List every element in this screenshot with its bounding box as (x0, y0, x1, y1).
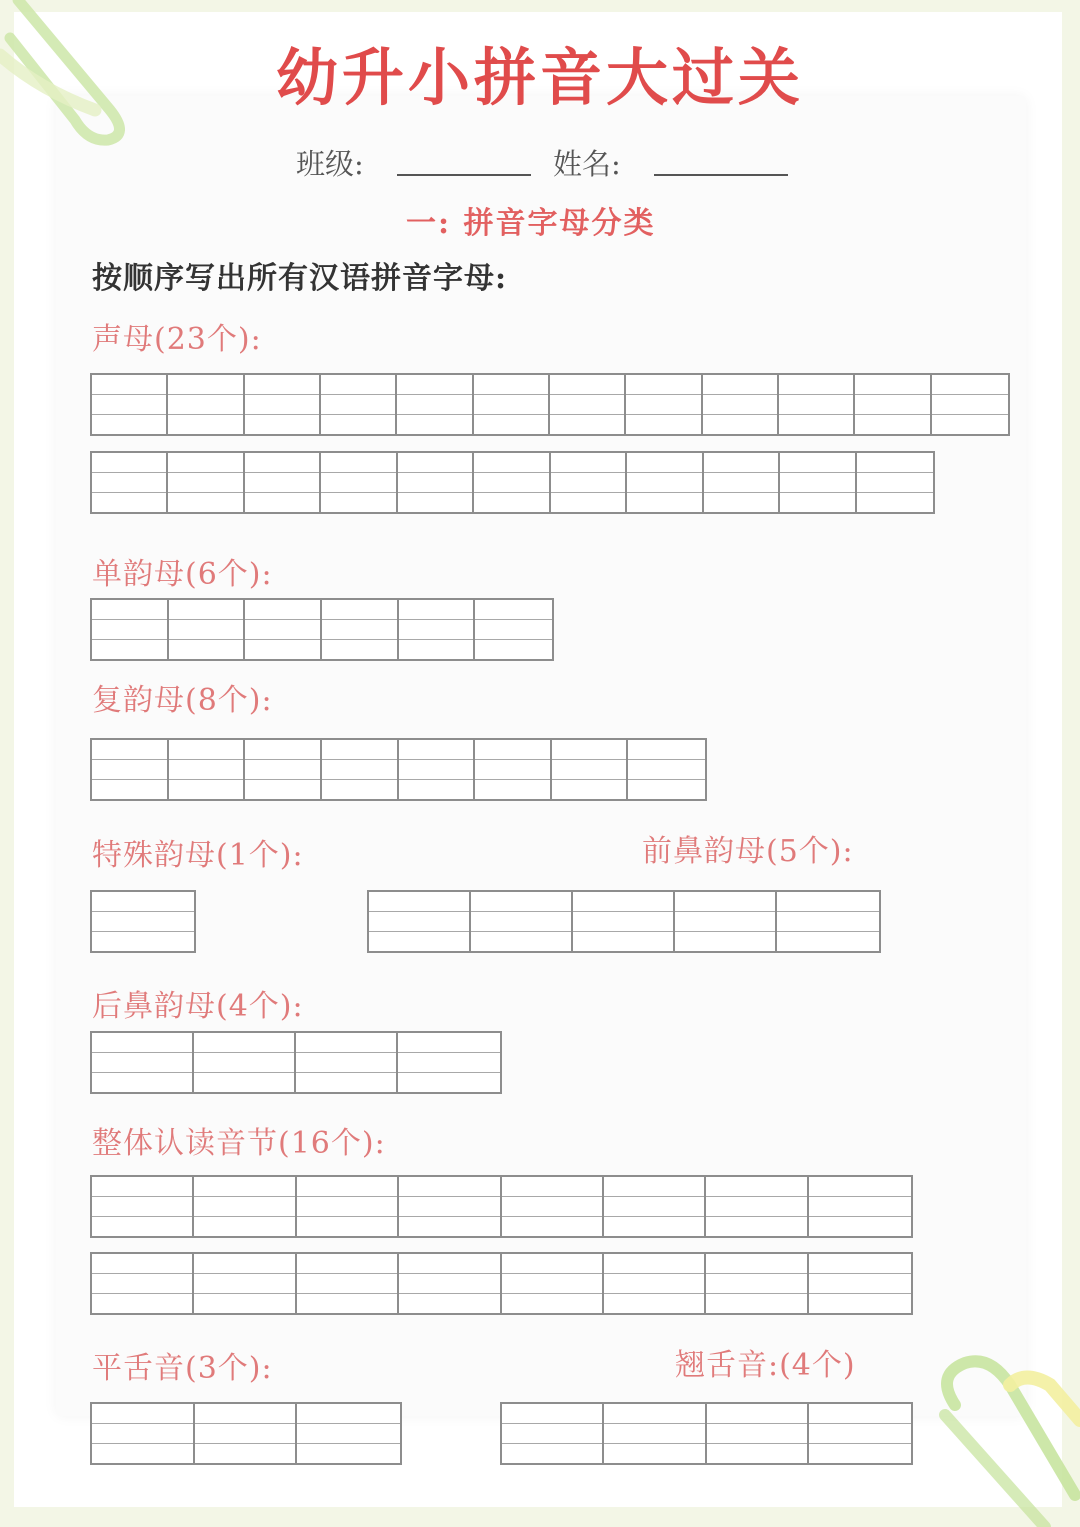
fu-yunmu-grid[interactable] (90, 738, 707, 801)
writing-cell[interactable] (604, 1254, 706, 1313)
writing-cell[interactable] (92, 453, 168, 512)
writing-cell[interactable] (92, 375, 168, 434)
writing-cell[interactable] (777, 892, 879, 951)
writing-cell[interactable] (194, 1033, 296, 1092)
writing-cell[interactable] (475, 600, 552, 659)
writing-cell[interactable] (369, 892, 471, 951)
writing-cell[interactable] (397, 375, 473, 434)
writing-cell[interactable] (321, 375, 397, 434)
writing-cell[interactable] (321, 453, 397, 512)
writing-cell[interactable] (297, 1254, 399, 1313)
writing-cell[interactable] (675, 892, 777, 951)
writing-cell[interactable] (245, 375, 321, 434)
writing-cell[interactable] (297, 1404, 400, 1463)
worksheet-title: 幼升小拼音大过关 (275, 41, 804, 114)
writing-cell[interactable] (195, 1404, 298, 1463)
dan-yunmu-label: 单韵母(6个): (92, 557, 273, 592)
writing-cell[interactable] (626, 375, 702, 434)
writing-cell[interactable] (168, 375, 244, 434)
writing-cell[interactable] (780, 453, 856, 512)
qiao-she-grid[interactable] (500, 1402, 913, 1465)
writing-cell[interactable] (474, 453, 550, 512)
writing-cell[interactable] (399, 1177, 501, 1236)
ping-she-label: 平舌音(3个): (92, 1351, 273, 1386)
writing-cell[interactable] (573, 892, 675, 951)
teshu-yunmu-label: 特殊韵母(1个): (92, 838, 304, 873)
hou-bi-yunmu-grid[interactable] (90, 1031, 502, 1094)
writing-cell[interactable] (92, 1254, 194, 1313)
writing-cell[interactable] (502, 1177, 604, 1236)
class-label: 班级: (296, 147, 364, 181)
qiao-she-label: 翘舌音:(4个) (675, 1348, 856, 1383)
shengmu-grid-row-1[interactable] (90, 373, 1010, 436)
writing-cell[interactable] (245, 740, 322, 799)
writing-cell[interactable] (194, 1177, 296, 1236)
dan-yunmu-grid[interactable] (90, 598, 554, 661)
writing-cell[interactable] (194, 1254, 296, 1313)
name-blank[interactable] (654, 174, 788, 176)
writing-cell[interactable] (92, 1177, 194, 1236)
writing-cell[interactable] (398, 1033, 500, 1092)
writing-cell[interactable] (92, 1033, 194, 1092)
writing-cell[interactable] (297, 1177, 399, 1236)
writing-cell[interactable] (92, 600, 169, 659)
writing-cell[interactable] (707, 1404, 809, 1463)
writing-cell[interactable] (399, 1254, 501, 1313)
zhengti-rendu-grid-row-1[interactable] (90, 1175, 913, 1238)
writing-cell[interactable] (398, 453, 474, 512)
writing-cell[interactable] (604, 1404, 706, 1463)
zhengti-rendu-grid-row-2[interactable] (90, 1252, 913, 1315)
writing-cell[interactable] (809, 1177, 911, 1236)
writing-cell[interactable] (245, 453, 321, 512)
class-blank[interactable] (397, 174, 531, 176)
instruction-text: 按顺序写出所有汉语拼音字母: (92, 261, 508, 296)
writing-cell[interactable] (703, 375, 779, 434)
writing-cell[interactable] (475, 740, 552, 799)
writing-cell[interactable] (552, 740, 629, 799)
teshu-yunmu-grid[interactable] (90, 890, 196, 953)
writing-cell[interactable] (399, 600, 476, 659)
zhengti-rendu-label: 整体认读音节(16个): (92, 1126, 386, 1161)
writing-cell[interactable] (857, 453, 933, 512)
writing-cell[interactable] (706, 1177, 808, 1236)
writing-cell[interactable] (92, 892, 194, 951)
writing-cell[interactable] (168, 453, 244, 512)
writing-cell[interactable] (809, 1404, 911, 1463)
fu-yunmu-label: 复韵母(8个): (92, 683, 273, 718)
shengmu-grid-row-2[interactable] (90, 451, 935, 514)
name-label: 姓名: (553, 147, 621, 181)
writing-cell[interactable] (809, 1254, 911, 1313)
writing-cell[interactable] (779, 375, 855, 434)
ping-she-grid[interactable] (90, 1402, 402, 1465)
shengmu-label: 声母(23个): (92, 322, 262, 357)
writing-cell[interactable] (932, 375, 1008, 434)
writing-cell[interactable] (296, 1033, 398, 1092)
writing-cell[interactable] (628, 740, 705, 799)
qian-bi-yunmu-grid[interactable] (367, 890, 881, 953)
writing-cell[interactable] (551, 453, 627, 512)
writing-cell[interactable] (92, 740, 169, 799)
writing-cell[interactable] (471, 892, 573, 951)
writing-cell[interactable] (399, 740, 476, 799)
writing-cell[interactable] (604, 1177, 706, 1236)
writing-cell[interactable] (169, 740, 246, 799)
writing-cell[interactable] (169, 600, 246, 659)
writing-cell[interactable] (627, 453, 703, 512)
writing-cell[interactable] (502, 1404, 604, 1463)
writing-cell[interactable] (245, 600, 322, 659)
qian-bi-yunmu-label: 前鼻韵母(5个): (642, 834, 854, 869)
writing-cell[interactable] (550, 375, 626, 434)
writing-cell[interactable] (706, 1254, 808, 1313)
writing-cell[interactable] (704, 453, 780, 512)
section-title: 一: 拼音字母分类 (406, 206, 656, 241)
writing-cell[interactable] (855, 375, 931, 434)
writing-cell[interactable] (322, 740, 399, 799)
writing-cell[interactable] (322, 600, 399, 659)
writing-cell[interactable] (502, 1254, 604, 1313)
writing-cell[interactable] (474, 375, 550, 434)
writing-cell[interactable] (92, 1404, 195, 1463)
hou-bi-yunmu-label: 后鼻韵母(4个): (92, 989, 304, 1024)
